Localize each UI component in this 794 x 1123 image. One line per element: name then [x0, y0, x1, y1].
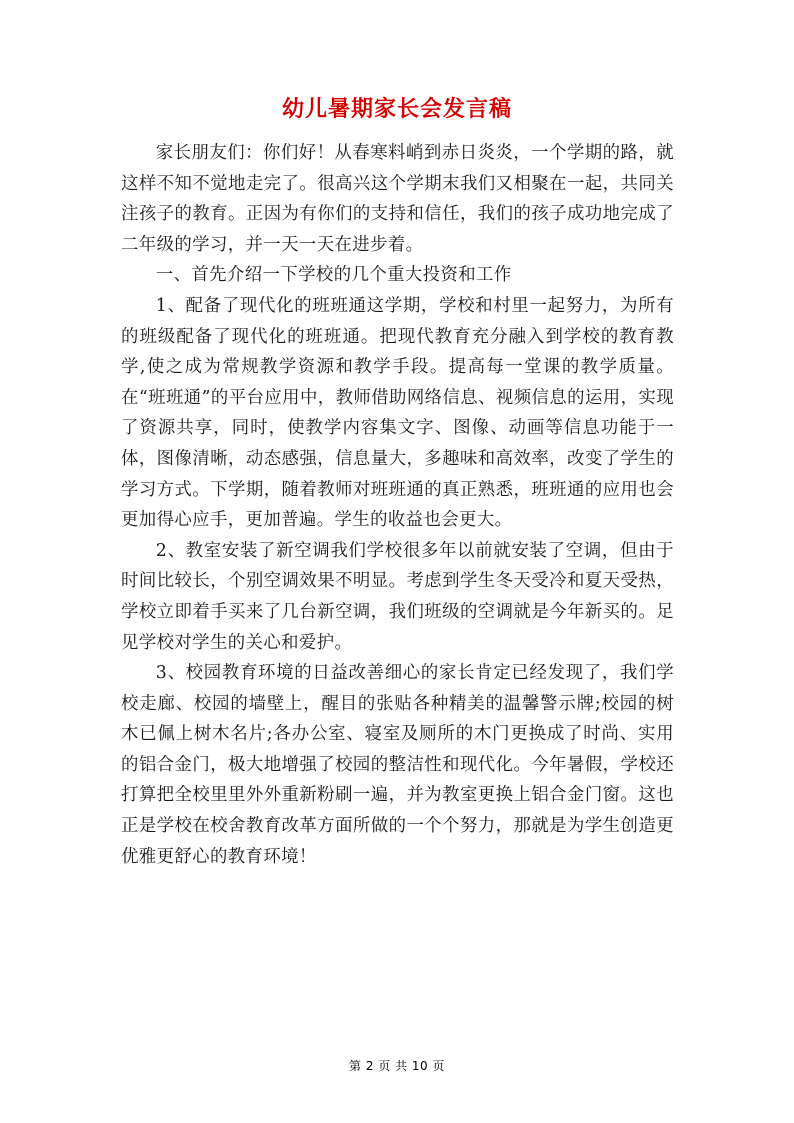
document-title: 幼儿暑期家长会发言稿: [281, 96, 512, 122]
paragraph-item-2: 2、教室安装了新空调我们学校很多年以前就安装了空调，但由于时间比较长，个别空调效果不明显。考虑到学生冬天受冷和夏天受热，学校立即着手买来了几台新空调，我们班级的空调就是今年新买的。足见学校对学生的关心和爱护。: [121, 540, 674, 653]
page-number-footer: 第 2 页 共 10 页: [349, 1059, 445, 1073]
document-body: [121, 138, 674, 872]
paragraph-item-1: 1、配备了现代化的班班通这学期，学校和村里一起努力，为所有的班级配备了现代化的班班通。把现代教育充分融入到学校的教育教学,使之成为常规教学资源和教学手段。提高每一堂课的教学质量。在“班班通”的平台应用中，教师借助网络信息、视频信息的运用，实现了资源共享，同时，使教学内容集文字、图像、动画等信息功能于一体，图像清晰，动态感强，信息量大，多趣味和高效率，改变了学生的学习方式。下学期，随着教师对班班通的真正熟悉，班班通的应用也会更加得心应手，更加普遍。学生的收益也会更大。: [121, 295, 674, 531]
paragraph-greeting: 家长朋友们：你们好！从春寒料峭到赤日炎炎，一个学期的路，就这样不知不觉地走完了。很高兴这个学期末我们又相聚在一起，共同关注孩子的教育。正因为有你们的支持和信任，我们的孩子成功地完成了二年级的学习，并一天一天在进步着。: [121, 143, 674, 255]
paragraph-item-3: 3、校园教育环境的日益改善细心的家长肯定已经发现了，我们学校走廊、校园的墙壁上，醒目的张贴各种精美的温馨警示牌;校园的树木已佩上树木名片;各办公室、寝室及厕所的木门更换成了时尚、实用的铝合金门，极大地增强了校园的整洁性和现代化。今年暑假，学校还打算把全校里里外外重新粉刷一遍，并为教室更换上铝合金门窗。这也正是学校在校舍教育改革方面所做的一个个努力，那就是为学生创造更优雅更舒心的教育环境！: [121, 663, 674, 867]
section-heading: 一、首先介绍一下学校的几个重大投资和工作: [155, 265, 512, 286]
